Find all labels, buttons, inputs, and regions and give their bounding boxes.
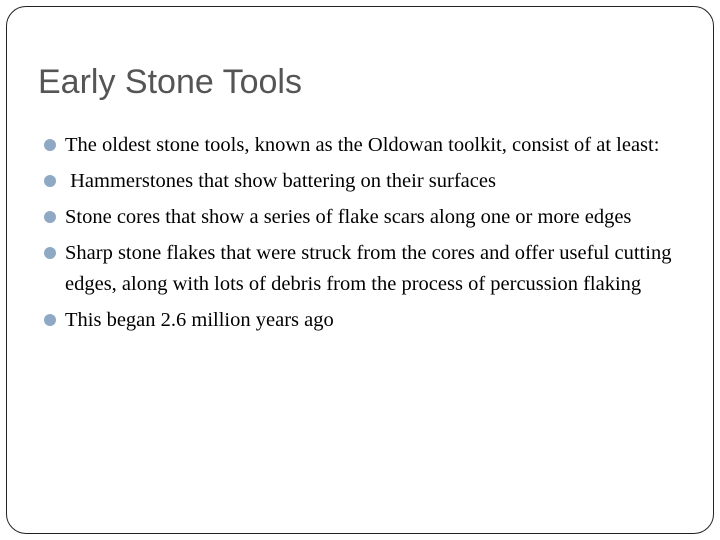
- list-item: [44, 202, 694, 233]
- bullet-list: [44, 130, 694, 341]
- bullet-text: Hammerstones that show battering on their surfaces: [65, 170, 496, 192]
- bullet-text: Stone cores that show a series of flake scars along one or more edges: [65, 206, 632, 228]
- list-item: [44, 130, 694, 161]
- list-item: [44, 238, 694, 300]
- bullet-text: Sharp stone flakes that were struck from the cores and offer useful cutting edges, along with lots of debris from the process of percussion flaking: [65, 242, 672, 295]
- list-item: [44, 166, 694, 197]
- bullet-icon: [44, 175, 56, 187]
- bullet-icon: [44, 247, 56, 259]
- bullet-icon: [44, 211, 56, 223]
- list-item: [44, 305, 694, 336]
- bullet-text: This began 2.6 million years ago: [65, 309, 334, 331]
- bullet-text: The oldest stone tools, known as the Oldowan toolkit, consist of at least:: [65, 134, 660, 156]
- bullet-icon: [44, 139, 56, 151]
- bullet-icon: [44, 314, 56, 326]
- slide-title: Early Stone Tools: [38, 63, 302, 101]
